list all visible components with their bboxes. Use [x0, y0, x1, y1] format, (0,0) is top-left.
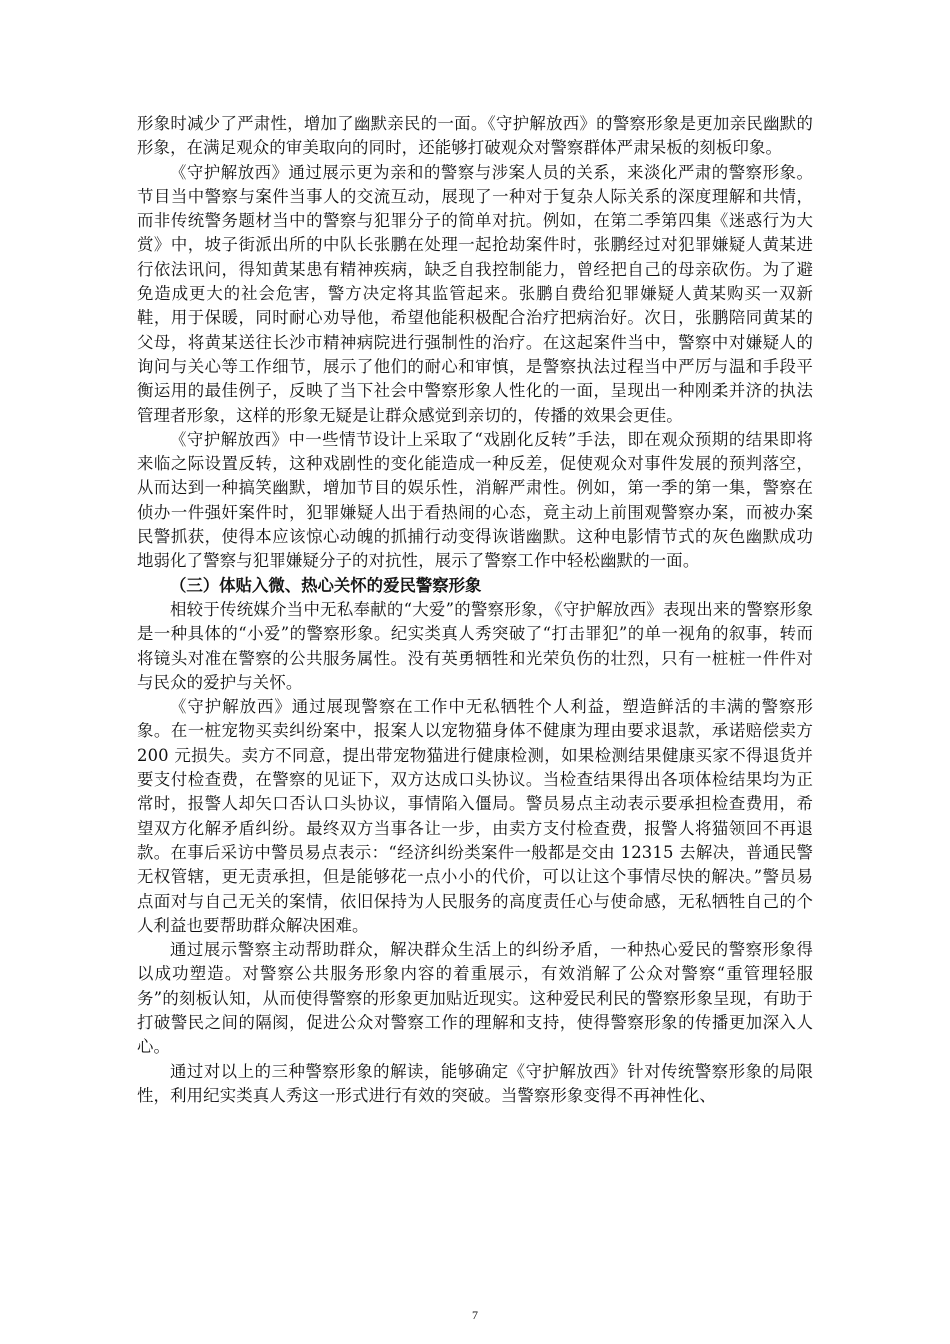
- paragraph-continued: 形象时减少了严肃性，增加了幽默亲民的一面。《守护解放西》的警察形象是更加亲民幽默的形象，在满足观众的审美取向的同时，还能够打破观众对警察群体严肃呆板的刻板印象。: [137, 114, 813, 158]
- paragraph-dramatic-reversal: 《守护解放西》中一些情节设计上采取了“戏剧化反转”手法，即在观众预期的结果即将来临之际设置反转，这种戏剧性的变化能造成一种反差，促使观众对事件发展的预判落空，从而达到一种搞笑幽默，增加节目的娱乐性，消解严肃性。例如，第一季的第一集，警察在侦办一件强奸案件时，犯罪嫌疑人出于看热闹的心态，竟主动上前围观警察办案，而被办案民警抓获，使得本应该惊心动魄的抓捕行动变得诙谐幽默。这种电影情节式的灰色幽默成功地弱化了警察与犯罪嫌疑分子的对抗性，展示了警察工作中轻松幽默的一面。: [137, 429, 813, 571]
- paragraph-police-relations: 《守护解放西》通过展示更为亲和的警察与涉案人员的关系，来淡化严肃的警察形象。节目当中警察与案件当事人的交流互动，展现了一种对于复杂人际关系的深度理解和共情，而非传统警务题材当中的警察与犯罪分子的简单对抗。例如，在第二季第四集《迷惑行为大赏》中，坡子街派出所的中队长张鹏在处理一起抢劫案件时，张鹏经过对犯罪嫌疑人黄某进行依法讯问，得知黄某患有精神疾病，缺乏自我控制能力，曾经把自己的母亲砍伤。为了避免造成更大的社会危害，警方决定将其监管起来。张鹏自费给犯罪嫌疑人黄某购买一双新鞋，用于保暖，同时耐心劝导他，希望他能积极配合治疗把病治好。次日，张鹏陪同黄某的父母，将黄某送往长沙市精神病院进行强制性的治疗。在这起案件当中，警察中对嫌疑人的询问与关心等工作细节，展示了他们的耐心和审慎，是警察执法过程当中严厉与温和手段平衡运用的最佳例子，反映了当下社会中警察形象人性化的一面，呈现出一种刚柔并济的执法管理者形象，这样的形象无疑是让群众感觉到亲切的，传播的效果会更佳。: [137, 162, 813, 425]
- paragraph-pet-dispute: 《守护解放西》通过展现警察在工作中无私牺牲个人利益，塑造鲜活的丰满的警察形象。在一桩宠物买卖纠纷案中，报案人以宠物猫身体不健康为理由要求退款，承诺赔偿卖方 200 元损失。卖方不同意，提出带宠物猫进行健康检测，如果检测结果健康买家不得退货并要支付检查费，在警察的见证下，双方达成口头协议。当检查结果得出各项体检结果均为正常时，报警人却矢口否认口头协议，事情陷入僵局。警员易点主动表示要承担检查费用，希望双方化解矛盾纠纷。最终双方当事各让一步，由卖方支付检查费，报警人将猫领回不再退款。在事后采访中警员易点表示：“经济纠纷类案件一般都是交由 12315 去解决，普通民警无权管辖，更无责承担，但是能够花一点小小的代价，可以让这个事情尽快的解决。”警员易点面对与自己无关的案情，依旧保持为人民服务的高度责任心与使命感，无私牺牲自己的个人利益也要帮助群众解决困难。: [137, 697, 813, 935]
- page-number: 7: [472, 1308, 478, 1322]
- paragraph-public-service: 通过展示警察主动帮助群众，解决群众生活上的纠纷矛盾，一种热心爱民的警察形象得以成功塑造。对警察公共服务形象内容的着重展示，有效消解了公众对警察“重管理轻服务”的刻板认知，从而使得警察的形象更加贴近现实。这种爱民利民的警察形象呈现，有助于打破警民之间的隔阂，促进公众对警察工作的理解和支持，使得警察形象的传播更加深入人心。: [137, 940, 813, 1057]
- body-text: [137, 112, 813, 1108]
- paragraph-small-love: 相较于传统媒介当中无私奉献的“大爱”的警察形象，《守护解放西》表现出来的警察形象是一种具体的“小爱”的警察形象。纪实类真人秀突破了“打击罪犯”的单一视角的叙事，转而将镜头对准在警察的公共服务属性。没有英勇牺牲和光荣负伤的壮烈，只有一桩桩一件件对与民众的爱护与关怀。: [137, 599, 813, 692]
- paragraph-conclusion: 通过对以上的三种警察形象的解读，能够确定《守护解放西》针对传统警察形象的局限性，利用纪实类真人秀这一形式进行有效的突破。当警察形象变得不再神性化、: [137, 1061, 813, 1105]
- section-heading: （三）体贴入微、热心关怀的爱民警察形象: [170, 575, 482, 595]
